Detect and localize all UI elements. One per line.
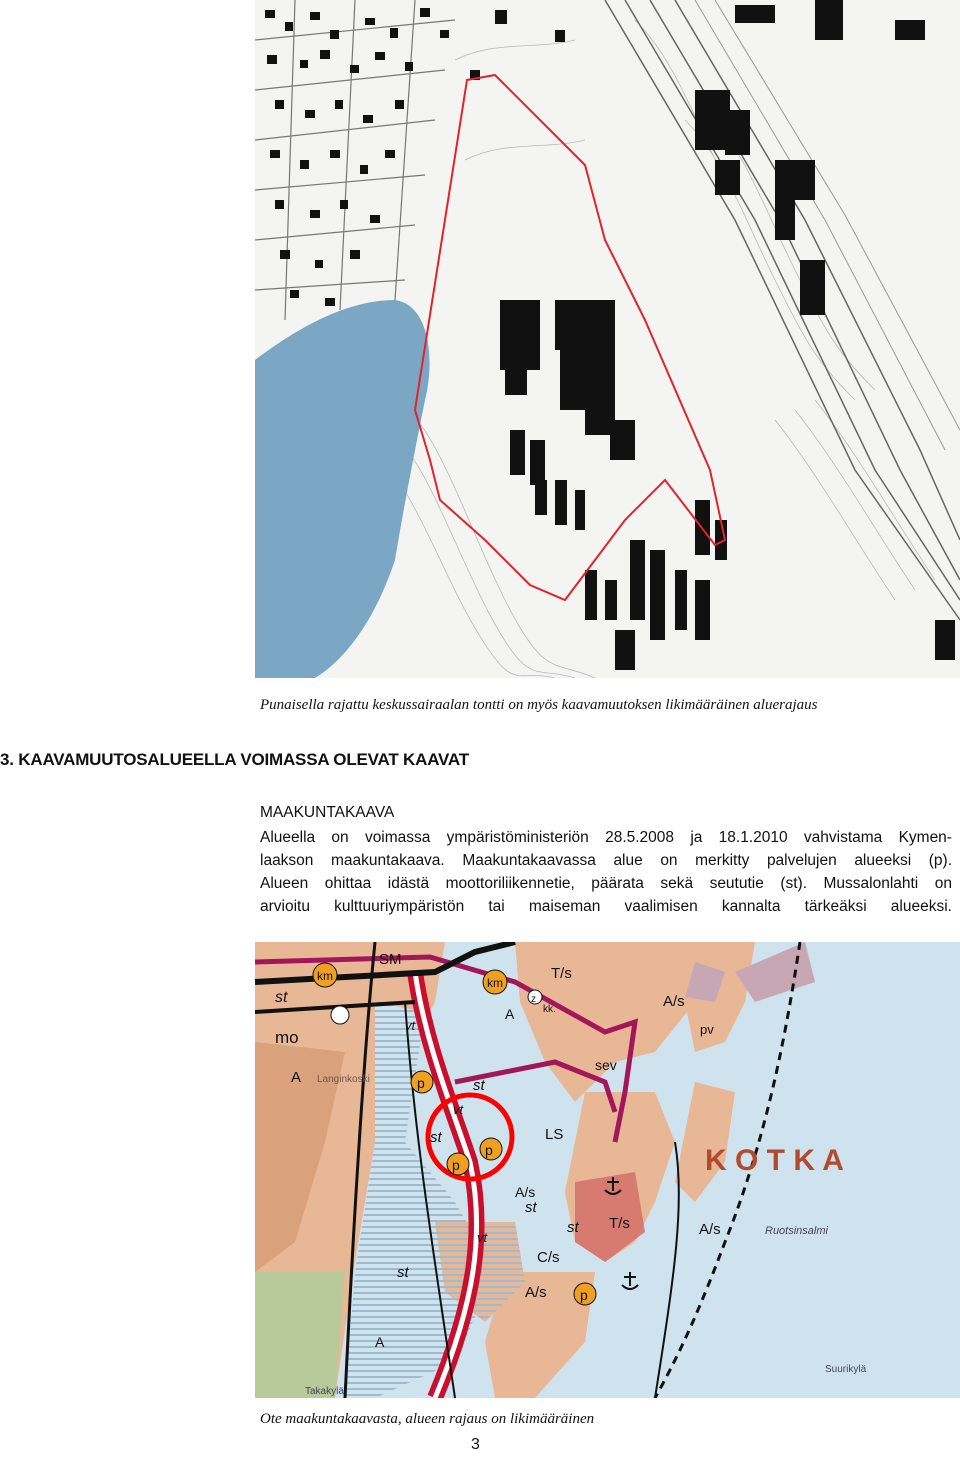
word: Maakuntakaavassa: [462, 852, 596, 869]
map-label: st: [473, 1077, 485, 1094]
map-label: vt: [453, 1102, 464, 1117]
word: Kymen-: [898, 829, 952, 846]
word: kulttuuriympäristön: [334, 898, 465, 915]
map-caption-top: Punaisella rajattu keskussairaalan tontti on myös kaavamuutoksen likimääräinen aluerajaus: [260, 697, 818, 713]
map-label: km: [317, 969, 333, 983]
subheading: MAAKUNTAKAAVA: [260, 804, 395, 821]
map-label: A/s: [525, 1284, 547, 1301]
map-label: T/s: [551, 965, 572, 982]
word: moottoriliikennetie,: [445, 875, 575, 892]
map-label: st: [525, 1199, 537, 1216]
map-label: km: [487, 976, 503, 990]
map-label: p: [417, 1075, 425, 1091]
map-label: Takakylä: [305, 1386, 344, 1397]
word: 18.1.2010: [718, 829, 788, 846]
word: maakuntakaava.: [331, 852, 445, 869]
paragraph-line-1: [260, 826, 952, 849]
word: alue: [613, 852, 643, 869]
word: Alueen: [260, 875, 309, 892]
regional-plan-drawing: [255, 942, 960, 1398]
map-label: Suurikylä: [825, 1364, 867, 1375]
map-label: LS: [545, 1126, 564, 1143]
word: (st).: [780, 875, 808, 892]
section-heading: 3. KAAVAMUUTOSALUEELLA VOIMASSA OLEVAT KAAVAT: [0, 750, 469, 769]
word: ja: [690, 829, 703, 846]
regional-plan-map: [255, 942, 960, 1398]
map-label: st: [275, 989, 288, 1006]
word: vaalimisen: [624, 898, 698, 915]
map-label: T/s: [609, 1215, 630, 1232]
map-caption-bottom: Ote maakuntakaavasta, alueen rajaus on likimääräinen: [260, 1411, 595, 1427]
map-label: C/s: [537, 1249, 560, 1266]
map-label: Langinkoski: [317, 1074, 370, 1085]
word: (p).: [928, 852, 952, 869]
word: on: [331, 829, 349, 846]
map-label: st: [567, 1219, 579, 1236]
map-label: vt: [405, 1018, 416, 1033]
map-label: mo: [275, 1028, 299, 1047]
map-label: A/s: [663, 993, 685, 1010]
topographic-map-drawing: [255, 0, 960, 678]
word: arvioitu: [260, 898, 310, 915]
word: päärata: [591, 875, 644, 892]
word: 28.5.2008: [605, 829, 675, 846]
word: tai: [488, 898, 505, 915]
map-label: K O T K A: [705, 1144, 844, 1177]
word: seututie: [709, 875, 764, 892]
word: tärkeäksi: [804, 898, 867, 915]
word: on: [660, 852, 678, 869]
map-label: p: [485, 1142, 493, 1158]
map-label: sev: [595, 1057, 617, 1073]
word: Mussalonlahti: [823, 875, 919, 892]
paragraph-line-4: [260, 895, 952, 918]
paragraph-line-2: [260, 849, 952, 872]
map-label: SM: [379, 951, 402, 968]
map-label: A: [291, 1069, 302, 1086]
word: kannalta: [721, 898, 781, 915]
word: ympäristöministeriön: [446, 829, 589, 846]
map-label: pv: [700, 1022, 714, 1037]
word: on: [934, 875, 952, 892]
map-label: A: [375, 1334, 385, 1350]
word: maiseman: [528, 898, 601, 915]
map-label: p: [452, 1157, 460, 1173]
topographic-map: [255, 0, 960, 678]
map-label: vt: [477, 1230, 488, 1245]
word: alueeksi.: [890, 898, 952, 915]
word: vahvistama: [803, 829, 883, 846]
map-label: A/s: [515, 1184, 536, 1200]
word: laakson: [260, 852, 314, 869]
word: alueeksi: [854, 852, 912, 869]
map-label: Ruotsinsalmi: [765, 1225, 828, 1237]
word: merkitty: [695, 852, 750, 869]
map-label: p: [580, 1287, 588, 1303]
word: palvelujen: [766, 852, 837, 869]
word: voimassa: [364, 829, 431, 846]
paragraph-line-3: [260, 872, 952, 895]
word: idästä: [387, 875, 430, 892]
map-label: kk.: [543, 1004, 556, 1015]
page-number: 3: [471, 1436, 480, 1453]
map-label: A/s: [699, 1221, 721, 1238]
map-label: A: [505, 1006, 515, 1022]
word: Alueella: [260, 829, 316, 846]
map-label: z: [531, 994, 536, 1005]
map-label: st: [397, 1264, 409, 1281]
word: sekä: [660, 875, 694, 892]
map-label: st: [430, 1129, 442, 1146]
word: ohittaa: [324, 875, 372, 892]
